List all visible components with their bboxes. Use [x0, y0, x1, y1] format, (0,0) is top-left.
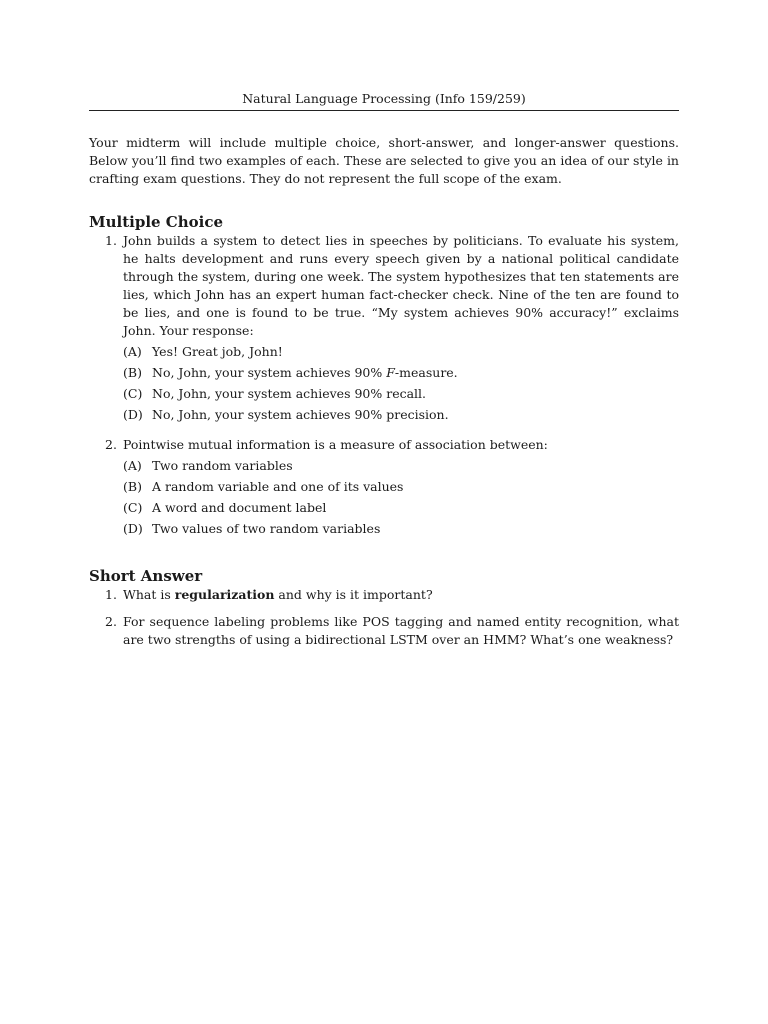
multiple-choice-section — [89, 212, 679, 538]
mc-question-1 — [89, 232, 679, 424]
question-number: 1. — [105, 233, 117, 248]
option-label: (C) — [123, 386, 143, 401]
option-text: Yes! Great job, John! — [152, 344, 283, 359]
option-text: Two random variables — [152, 458, 293, 473]
option-c — [123, 385, 679, 403]
running-header: Natural Language Processing (Info 159/259) — [89, 90, 679, 111]
multiple-choice-heading: Multiple Choice — [89, 213, 224, 231]
answer-options — [123, 457, 679, 538]
option-text: No, John, your system achieves 90% recall. — [152, 386, 427, 401]
short-answer-section — [89, 566, 679, 649]
option-b — [123, 364, 679, 382]
option-c — [123, 499, 679, 517]
short-answer-questions — [89, 586, 679, 649]
question-text-prefix: What is — [123, 587, 175, 602]
question-text — [123, 586, 679, 604]
question-keyword: regularization — [174, 587, 275, 602]
option-d — [123, 520, 679, 538]
sa-question-1 — [89, 586, 679, 604]
question-text: John builds a system to detect lies in speeches by politicians. To evaluate his system, he halts development and runs every speech given by a national political candidate through the system, during one week. The system hypothesizes that ten statements are lies, which John has an expert human fact-checker check. Nine of the ten are found to be lies, and one is found to be true. “My system achieves 90% accuracy!” exclaims John. Your response: — [123, 233, 679, 338]
intro-paragraph: Your midterm will include multiple choice, short-answer, and longer-answer questions. Below you’ll find two examples of each. These are selected to give you an idea of our style in crafting exam questions. They do not represent the full scope of the exam. — [89, 135, 679, 186]
option-text-emphasis: F — [386, 365, 395, 380]
option-d — [123, 406, 679, 424]
option-text-suffix: -measure. — [394, 365, 458, 380]
option-text: No, John, your system achieves 90% — [152, 365, 387, 380]
option-text: A random variable and one of its values — [152, 479, 404, 494]
option-text: No, John, your system achieves 90% precision. — [152, 407, 449, 422]
mc-question-2 — [89, 436, 679, 538]
question-number: 1. — [105, 587, 117, 602]
question-number: 2. — [105, 437, 117, 452]
option-b — [123, 478, 679, 496]
option-label: (D) — [123, 521, 143, 536]
question-text-suffix: and why is it important? — [274, 587, 433, 602]
option-a — [123, 343, 679, 361]
option-label: (A) — [123, 458, 142, 473]
sa-question-2 — [89, 613, 679, 649]
option-label: (B) — [123, 365, 142, 380]
option-label: (B) — [123, 479, 142, 494]
option-label: (A) — [123, 344, 142, 359]
option-label: (D) — [123, 407, 143, 422]
option-label: (C) — [123, 500, 143, 515]
answer-options — [123, 343, 679, 424]
option-a — [123, 457, 679, 475]
exam-page — [89, 90, 679, 649]
question-text: For sequence labeling problems like POS tagging and named entity recognition, what are two strengths of using a bidirectional LSTM over an HMM? What’s one weakness? — [123, 614, 679, 647]
question-text: Pointwise mutual information is a measure of association between: — [123, 437, 548, 452]
option-text: A word and document label — [152, 500, 327, 515]
short-answer-heading: Short Answer — [89, 567, 203, 585]
question-number: 2. — [105, 614, 117, 629]
multiple-choice-questions — [89, 232, 679, 538]
option-text: Two values of two random variables — [152, 521, 381, 536]
